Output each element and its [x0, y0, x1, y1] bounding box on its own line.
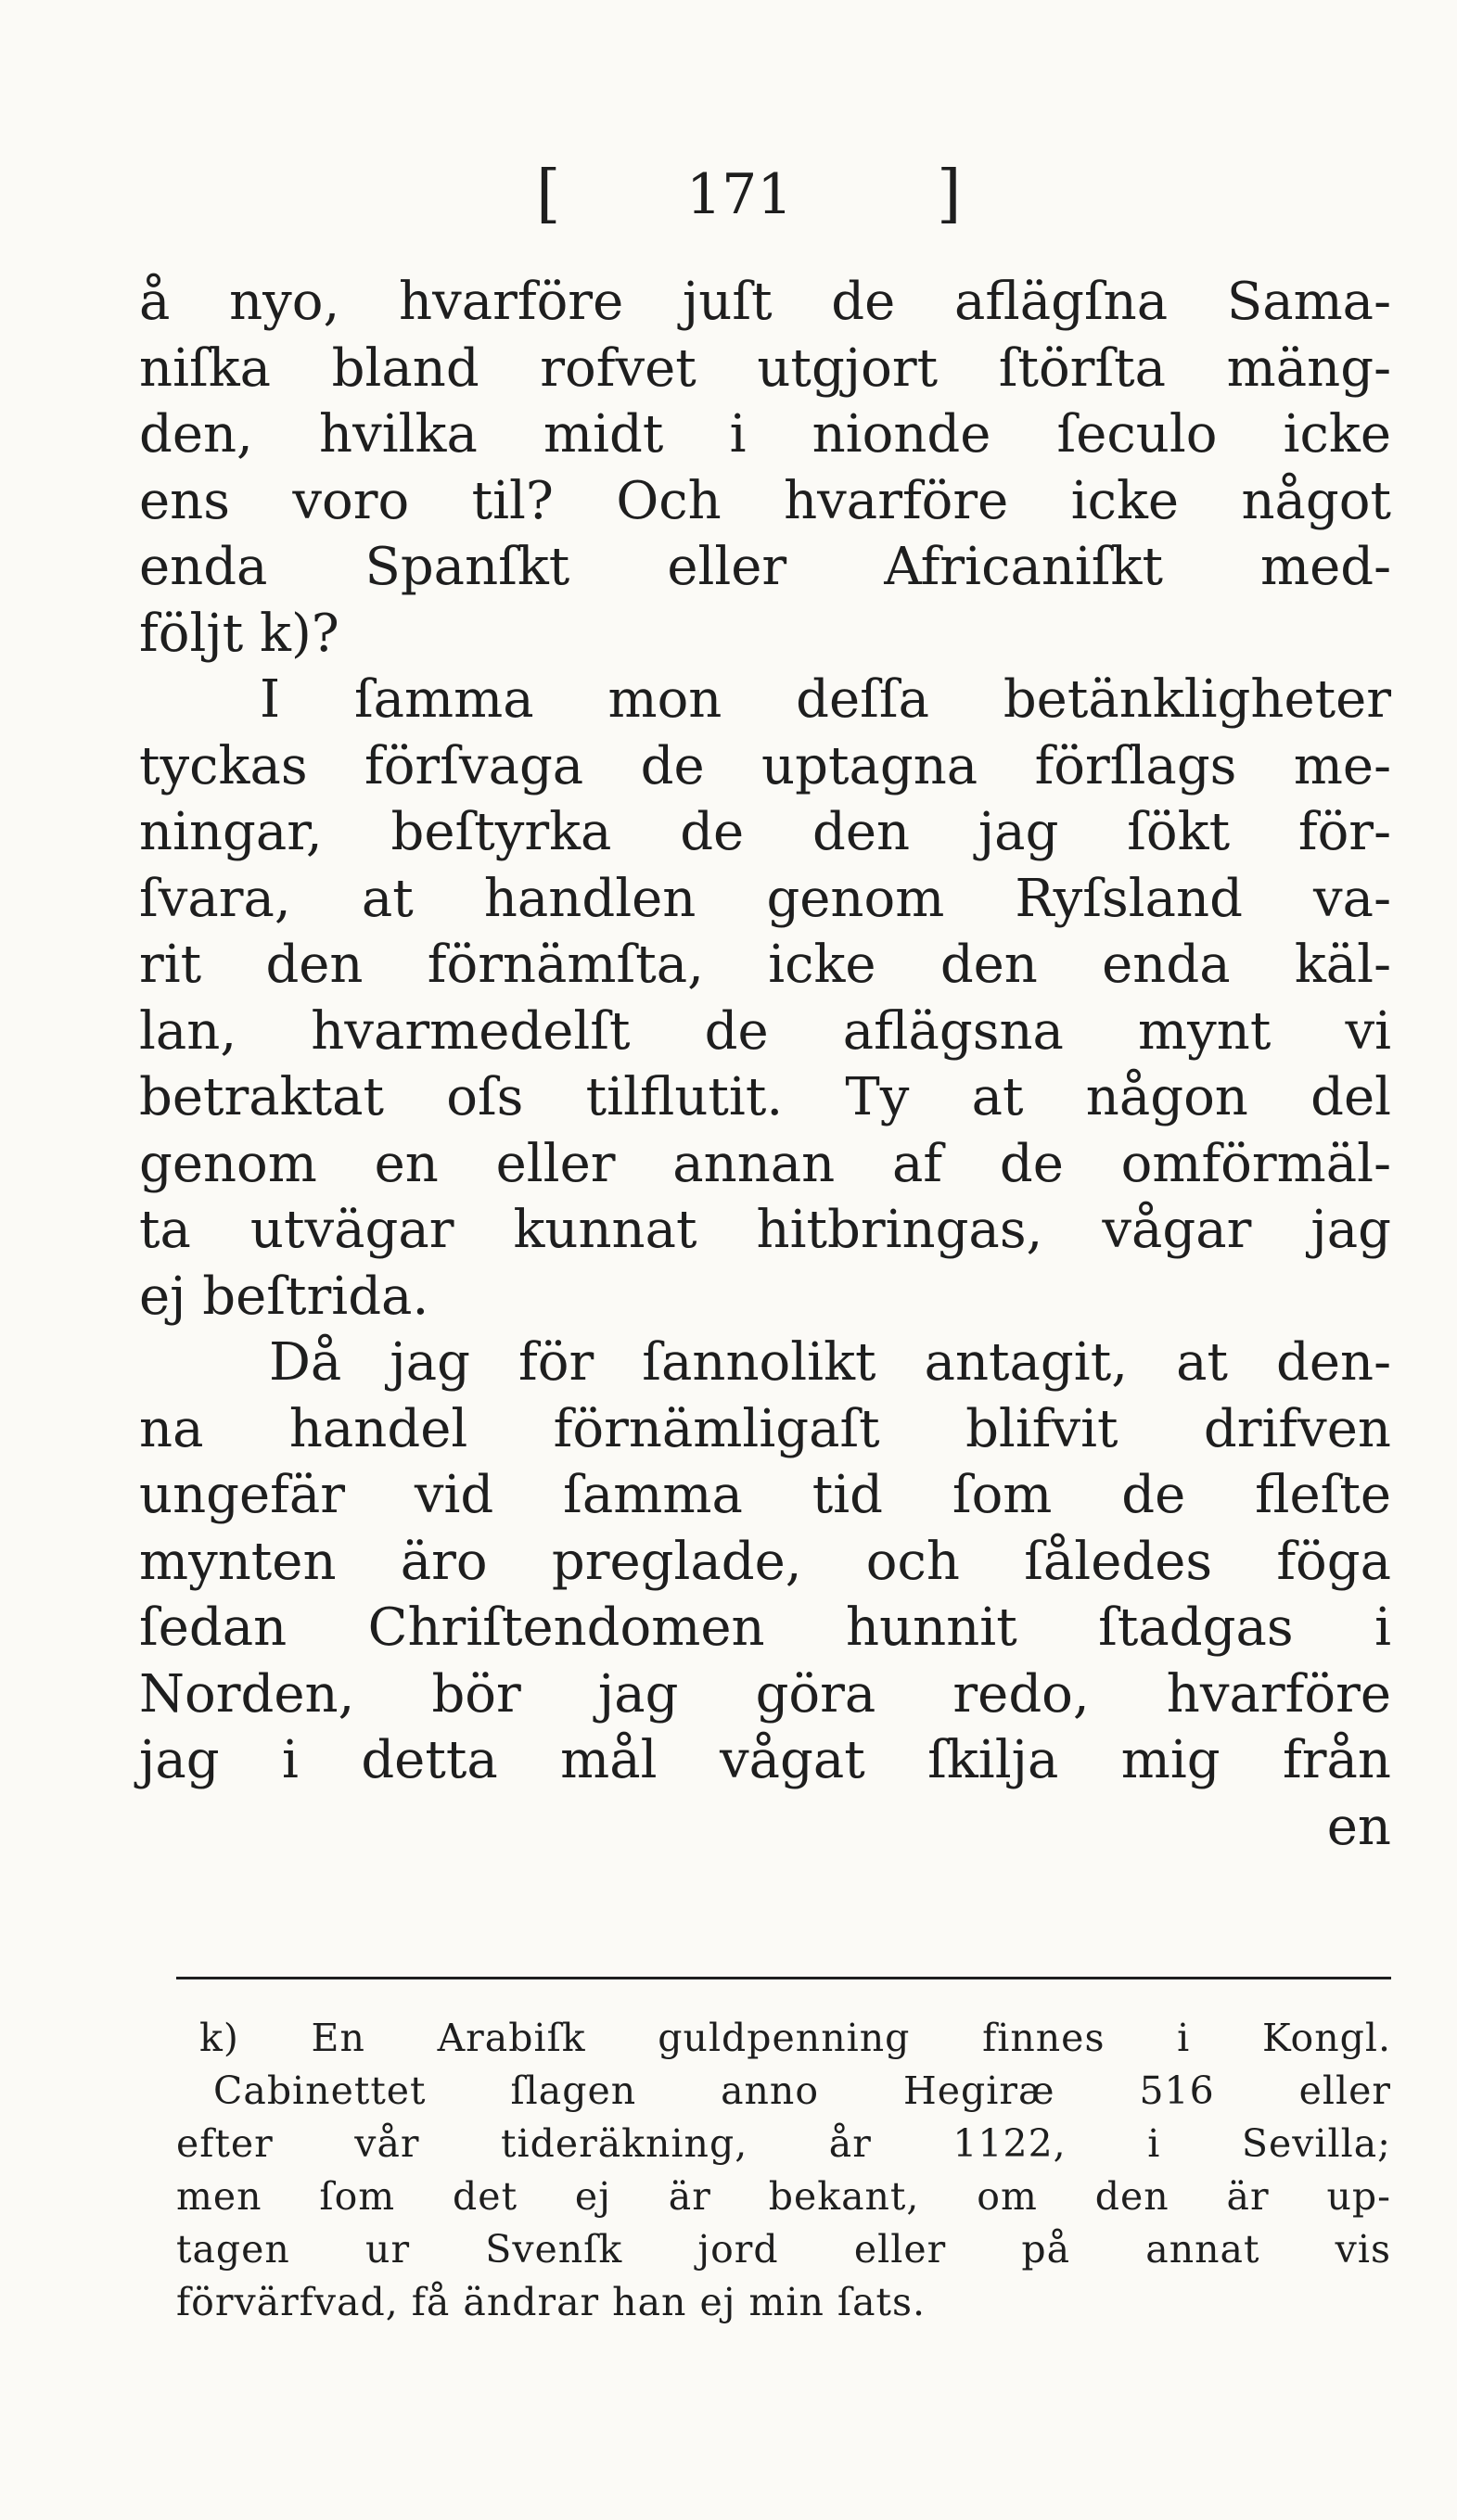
- text-line: betraktat oſs tilflutit. Ty at någon del: [139, 1067, 1391, 1127]
- page-number: 171: [686, 162, 793, 227]
- text-line: na handel förnämligaſt blifvit drifven: [139, 1398, 1391, 1459]
- text-line: följt k)?: [139, 603, 339, 664]
- catchword: en: [1326, 1796, 1391, 1857]
- footnote: [176, 2012, 1391, 2329]
- text-line: ta utvägar kunnat hitbringas, vågar jag: [139, 1200, 1391, 1260]
- text-line: å nyo, hvarföre juſt de aflägſna Sama-: [139, 272, 1391, 332]
- footnote-line: men ſom det ej är bekant, om den är up-: [176, 2174, 1391, 2219]
- text-line: Norden, bör jag göra redo, hvarföre: [139, 1663, 1391, 1725]
- text-line: ſedan Chriſtendomen hunnit ſtadgas i: [139, 1597, 1391, 1658]
- footnote-divider: [176, 1977, 1391, 1979]
- footnote-line: Cabinettet ſlagen anno Hegiræ 516 eller: [213, 2068, 1391, 2113]
- text-line: niſka bland rofvet utgjort ſtörſta mäng-: [139, 337, 1391, 399]
- text-line: rit den förnämſta, icke den enda käl-: [139, 935, 1391, 995]
- footnote-line: efter vår tideräkning, år 1122, i Sevilla;: [176, 2121, 1391, 2166]
- text-line: genom en eller annan af de omförmäl-: [139, 1133, 1391, 1194]
- main-text: [139, 269, 1391, 1860]
- text-line: jag i detta mål vågat ſkilja mig från: [139, 1730, 1391, 1790]
- text-line: enda Spanſkt eller Africaniſkt med-: [139, 537, 1391, 597]
- text-line: ningar, beſtyrka de den jag ſökt för-: [139, 802, 1391, 862]
- text-line: den, hvilka midt i nionde ſeculo icke: [139, 404, 1391, 465]
- text-line: tyckas förſvaga de uptagna förſlags me-: [139, 735, 1391, 796]
- text-line: ſvara, at handlen genom Ryſsland va-: [139, 868, 1391, 929]
- text-line-paragraph-start: I ſamma mon deſſa betänkligheter: [260, 669, 1391, 730]
- text-line: mynten äro preglade, och ſåledes föga: [139, 1531, 1391, 1592]
- header-bracket-left: [: [536, 158, 561, 231]
- footnote-line: tagen ur Svenſk jord eller på annat vis: [176, 2227, 1391, 2272]
- text-line: ens voro til? Och hvarföre icke något: [139, 470, 1391, 531]
- text-line: lan, hvarmedelſt de aflägsna mynt vi: [139, 1000, 1391, 1062]
- footnote-line: förvärfvad, få ändrar han ej min ſats.: [176, 2280, 927, 2324]
- page-header: [0, 158, 1457, 232]
- text-line-paragraph-start: Då jag för ſannolikt antagit, at den-: [269, 1332, 1391, 1393]
- footnote-line: k) En Arabiſk guldpenning finnes i Kongl.: [199, 2016, 1391, 2060]
- text-line: ej beſtrida.: [139, 1266, 429, 1327]
- header-bracket-right: ]: [937, 158, 962, 231]
- text-line: ungefär vid ſamma tid ſom de fleſte: [139, 1465, 1391, 1525]
